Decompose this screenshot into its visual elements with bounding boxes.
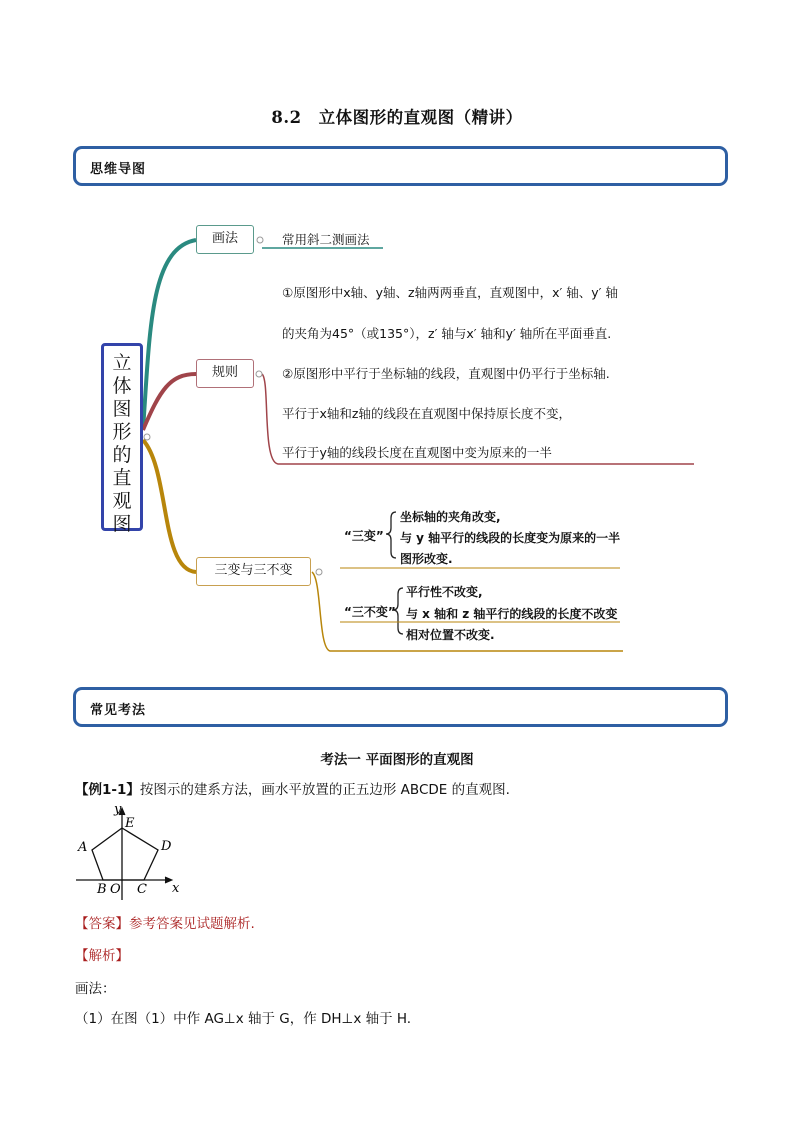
branch-rules: 规则 <box>196 359 254 388</box>
example-1-1 <box>75 778 510 798</box>
root-char: 的 <box>112 444 132 466</box>
group1-item: 图形改变. <box>400 552 453 566</box>
step-1: （1）在图（1）中作 AG⊥x 轴于 G，作 DH⊥x 轴于 H. <box>75 1011 412 1027</box>
section-header-common-methods <box>73 687 728 727</box>
section-label: 常见考法 <box>90 703 147 718</box>
mindmap-root <box>101 343 143 535</box>
rule-line: ②原图形中平行于坐标轴的线段，直观图中仍平行于坐标轴. <box>282 366 610 381</box>
answer-tag: 【答案】 <box>75 916 129 932</box>
pentagon-figure <box>72 800 192 905</box>
root-char: 直 <box>112 467 132 489</box>
group2-item: 平行性不改变, <box>406 585 483 599</box>
branch3-connector <box>143 440 196 572</box>
branch2-connector <box>143 374 196 430</box>
root-char: 图 <box>112 513 132 535</box>
branch2-dot <box>256 371 262 377</box>
group1-item: 与 y 轴平行的线段的长度变为原来的一半 <box>400 531 621 545</box>
group2-item: 与 x 轴和 z 轴平行的线段的长度不改变 <box>406 607 618 621</box>
label-C: C <box>137 882 147 897</box>
group2-item: 相对位置不改变. <box>406 628 495 642</box>
answer-text: 参考答案见试题解析. <box>129 916 255 932</box>
example-text: 按图示的建系方法，画水平放置的正五边形 ABCDE 的直观图. <box>139 782 510 798</box>
branch-three-changes: 三变与三不变 <box>196 557 311 586</box>
branch-drawing-method: 画法 <box>196 225 254 254</box>
rule-line: 平行于y轴的线段长度在直观图中变为原来的一半 <box>282 445 552 460</box>
rule-line: 的夹角为45°（或135°），z′ 轴与x′ 轴和y′ 轴所在平面垂直. <box>282 326 612 341</box>
label-E: E <box>125 816 135 831</box>
page-title: 8.2 立体图形的直观图（精讲） <box>271 108 523 127</box>
root-dot <box>144 434 150 440</box>
label-B: B <box>97 882 107 897</box>
branch3-dot <box>316 569 322 575</box>
label-x: x <box>172 881 180 896</box>
example-tag: 【例1-1】 <box>75 782 140 798</box>
label-D: D <box>161 839 172 854</box>
pentagon <box>92 828 158 880</box>
branch1-dot <box>257 237 263 243</box>
root-char: 观 <box>112 490 132 512</box>
method-title: 考法一 平面图形的直观图 <box>320 752 474 768</box>
method-label: 画法： <box>75 981 116 997</box>
group1-item: 坐标轴的夹角改变, <box>400 510 501 524</box>
rule-line: ①原图形中x轴、y轴、z轴两两垂直，直观图中，x′ 轴、y′ 轴 <box>282 285 618 300</box>
brace-group1 <box>386 512 396 558</box>
root-char: 图 <box>112 398 132 420</box>
rule-line: 平行于x轴和z轴的线段在直观图中保持原长度不变， <box>282 406 571 421</box>
root-char: 立 <box>112 352 132 374</box>
label-A: A <box>78 840 88 855</box>
section-label: 思维导图 <box>90 162 147 177</box>
root-char: 形 <box>112 421 132 443</box>
root-char: 体 <box>112 375 132 397</box>
label-y: y <box>114 802 122 817</box>
group-three-unchanged: “三不变” <box>344 605 396 619</box>
branch1-connector <box>143 240 196 430</box>
answer-line <box>75 912 255 932</box>
label-O: O <box>110 882 121 897</box>
analysis-tag: 【解析】 <box>75 948 129 964</box>
branch1-leaf: 常用斜二测画法 <box>282 232 370 247</box>
x-arrow <box>165 877 172 883</box>
group-three-changes: “三变” <box>344 529 384 543</box>
